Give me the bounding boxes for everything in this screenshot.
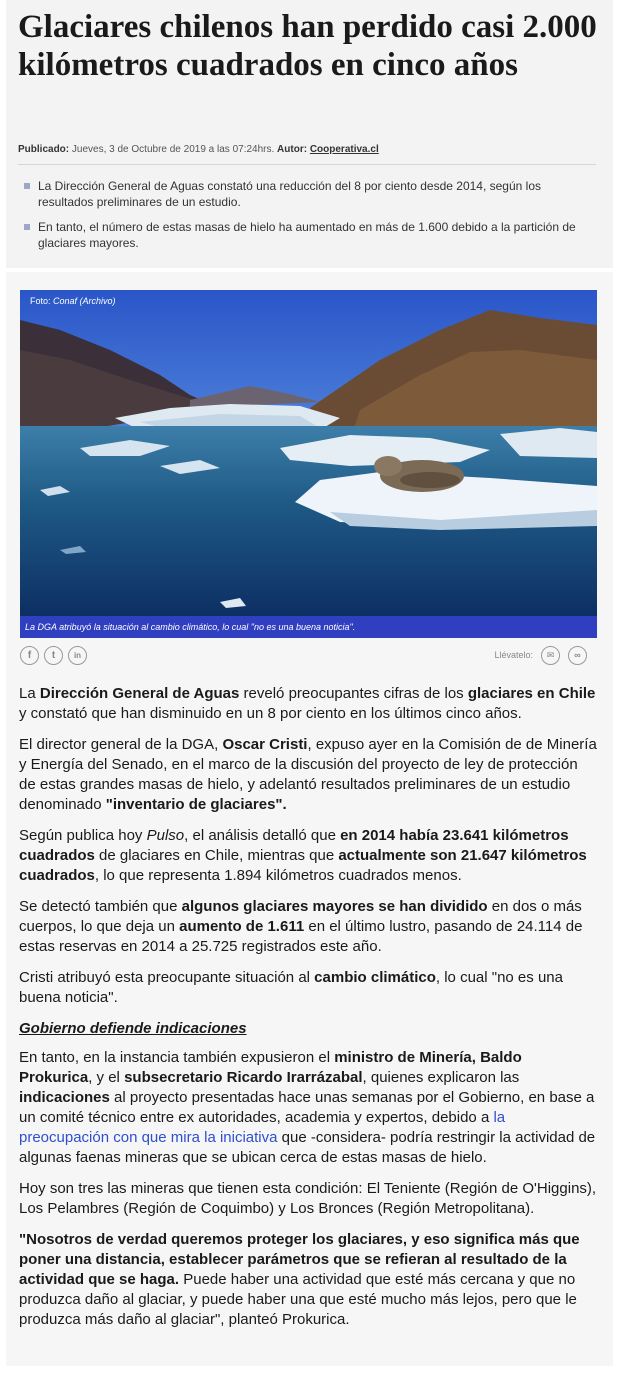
glacier-seal-image xyxy=(20,290,597,638)
published-label: Publicado: xyxy=(18,144,70,155)
bullet-square-icon xyxy=(24,224,30,230)
summary-item: La Dirección General de Aguas constató una reducción del 8 por ciento desde 2014, según los resultados preliminares de un estudio. xyxy=(22,178,582,210)
paragraph: Cristi atribuyó esta preocupante situación al cambio climático, lo cual "no es una buena noticia". xyxy=(19,969,563,1006)
paragraph: Se detectó también que algunos glaciares mayores se han dividido en dos o más cuerpos, lo que deja un aumento de 1.611 en el último lustro, pasando de 24.114 de estas reservas en 2014 a 25.725 registrados este año. xyxy=(19,898,583,955)
paragraph: Hoy son tres las mineras que tienen esta condición: El Teniente (Región de O'Higgins), Los Pelambres (Región de Coquimbo) y Los Bronces (Región Metropolitana). xyxy=(19,1180,597,1217)
paragraph: La Dirección General de Aguas reveló preocupantes cifras de los glaciares en Chile y constató que han disminuido en un 8 por ciento en los últimos cinco años. xyxy=(19,685,596,722)
photo-credit: Foto: Conaf (Archivo) xyxy=(30,296,116,306)
byline-divider xyxy=(18,164,596,165)
link-icon[interactable]: ∞ xyxy=(568,646,587,665)
linkedin-icon[interactable]: in xyxy=(68,646,87,665)
share-bar xyxy=(20,646,597,670)
paragraph: "Nosotros de verdad queremos proteger los glaciares, y eso significa más que poner una distancia, establecer parámetros que se refieran al resultado de la actividad que se haga. Puede haber una actividad que esté más cercana y que no produzca daño al glaciar, y puede haber una que esté mucho más lejos, pero que le produzca más daño al glaciar", planteó Prokurica. xyxy=(19,1231,580,1328)
summary-list xyxy=(22,178,582,260)
summary-item: En tanto, el número de estas masas de hielo ha aumentado en más de 1.600 debido a la partición de glaciares mayores. xyxy=(22,219,582,251)
paragraph: El director general de la DGA, Oscar Cristi, expuso ayer en la Comisión de de Minería y Energía del Senado, en el marco de la discusión del proyecto de ley de protección de estas grandes masas de hielo, y adelantó resultados preliminares de un estudio denominado "inventario de glaciares". xyxy=(19,736,597,813)
byline xyxy=(18,144,598,155)
email-icon[interactable]: ✉ xyxy=(541,646,560,665)
published-date: Jueves, 3 de Octubre de 2019 a las 07:24hrs. xyxy=(71,144,275,155)
llevatelo-label: Llévatelo: xyxy=(494,650,533,660)
author-link[interactable]: Cooperativa.cl xyxy=(309,144,379,155)
paragraph: En tanto, en la instancia también expusieron el ministro de Minería, Baldo Prokurica, y el subsecretario Ricardo Irarrázabal, quienes explicaron las indicaciones al proyecto presentadas hace unas semanas por el Gobierno, en base a un comité técnico entre ex autoridades, academia y expertos, debido a la preocupación con que mira la iniciativa que -considera- podría restringir la actividad de algunas faenas mineras que se ubican cerca de estas masas de hielo. xyxy=(19,1049,596,1166)
article-body xyxy=(19,684,597,1341)
photo-caption: La DGA atribuyó la situación al cambio climático, lo cual "no es una buena noticia". xyxy=(20,616,597,638)
article-headline: Glaciares chilenos han perdido casi 2.000 kilómetros cuadrados en cinco años xyxy=(18,9,597,83)
paragraph: Según publica hoy Pulso, el análisis detalló que en 2014 había 23.641 kilómetros cuadrados de glaciares en Chile, mientras que actualmente son 21.647 kilómetros cuadrados, lo que representa 1.894 kilómetros cuadrados menos. xyxy=(19,827,587,884)
inline-article-link[interactable]: la preocupación con que mira la iniciativa xyxy=(19,1109,506,1146)
bullet-square-icon xyxy=(24,183,30,189)
section-subheading: Gobierno defiende indicaciones xyxy=(19,1020,247,1037)
article-photo xyxy=(20,290,597,638)
facebook-icon[interactable]: f xyxy=(20,646,39,665)
author-label: Autor: xyxy=(277,144,308,155)
twitter-icon[interactable]: t xyxy=(44,646,63,665)
